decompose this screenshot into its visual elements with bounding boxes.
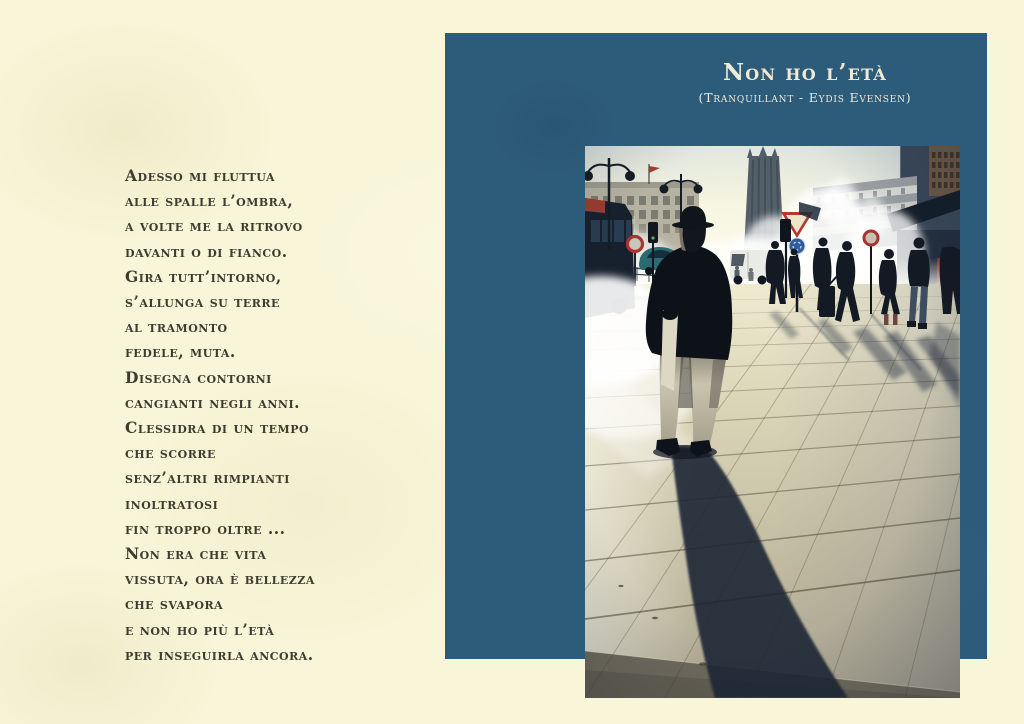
title-block [650,59,960,105]
poem-line: s’allunga su terre [125,292,280,312]
poem-line: davanti o di fianco. [125,241,288,261]
poem-line: per inseguirla ancora. [125,644,314,664]
poem-line: vissuta, ora è bellezza [125,569,315,589]
poem-line: Disegna contorni [125,367,272,387]
poem-line: Non era che vita [125,544,267,564]
poem-line: fedele, muta. [125,342,236,362]
poem-line: Gira tutt’intorno, [125,266,282,286]
poem [125,163,455,667]
vignette [585,146,960,698]
poem-subtitle: (Tranquillant - Eydis Evensen) [698,90,912,105]
poem-line: e non ho più l’età [125,619,275,639]
poem-title: Non ho l’età [723,59,887,86]
poem-line: cangianti negli anni. [125,392,300,412]
poem-line: al tramonto [125,317,228,337]
poem-line: Adesso mi fluttua [125,166,276,185]
poem-line: fin troppo oltre ... [125,518,286,538]
poem-line: a volte me la ritrovo [125,216,303,236]
poem-line: senz’altri rimpianti [125,468,290,488]
poem-line: che scorre [125,443,216,463]
street-photo [585,146,960,698]
poem-line: inoltratosi [125,493,219,513]
poem-line: che svapora [125,594,224,614]
poem-line: alle spalle l’ombra, [125,191,294,211]
poem-line: Clessidra di un tempo [125,418,310,438]
